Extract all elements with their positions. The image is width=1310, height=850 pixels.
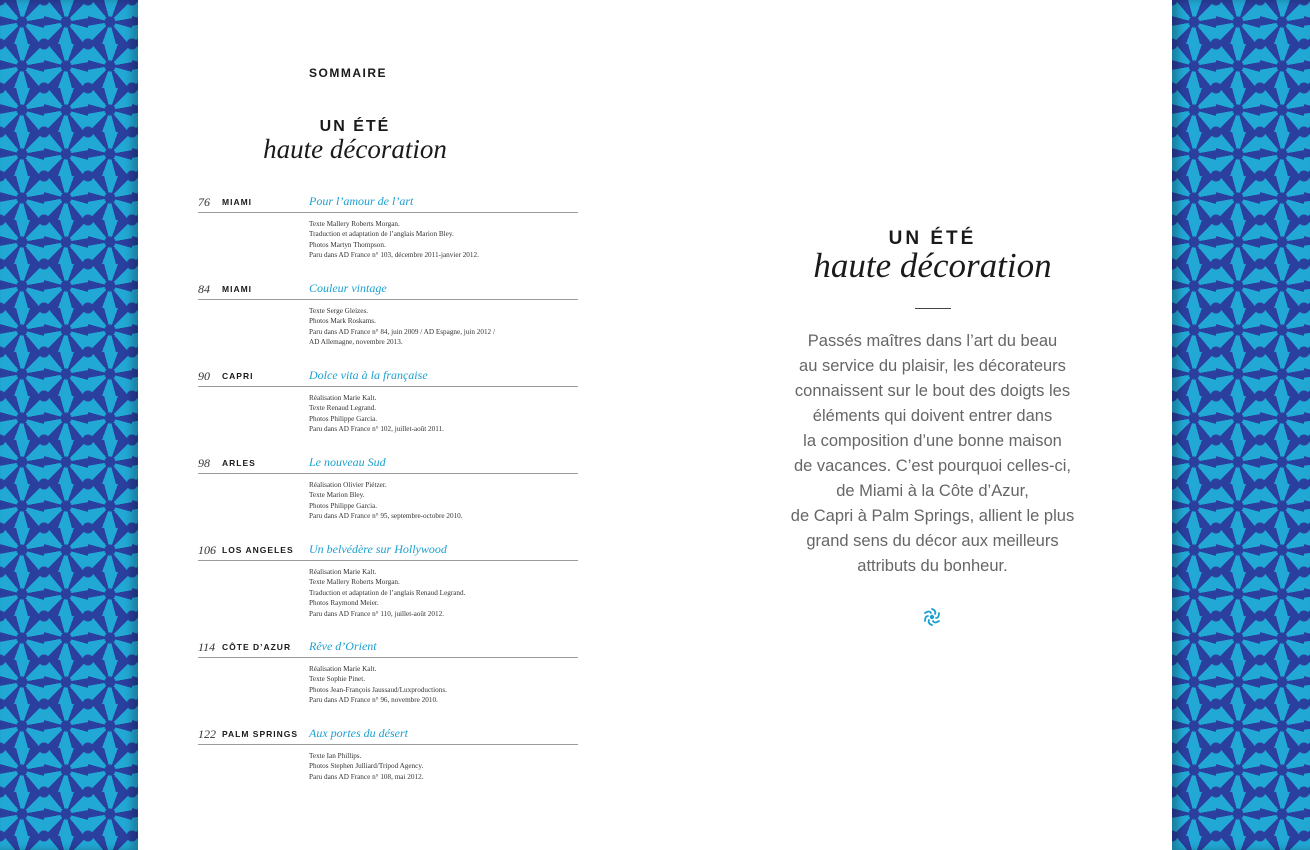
entry-title-link[interactable]: Pour l’amour de l’art <box>309 194 414 208</box>
toc-entry[interactable] <box>198 455 578 522</box>
credit-line: Paru dans AD France n° 84, juin 2009 / AD Espagne, juin 2012 / <box>309 327 495 336</box>
credit-line: Paru dans AD France n° 108, mai 2012. <box>309 772 424 781</box>
credit-line: Paru dans AD France n° 110, juillet-août 2012. <box>309 609 444 618</box>
credit-line: Texte Renaud Legrand. <box>309 404 377 413</box>
entry-page-number: 90 <box>198 369 210 383</box>
entry-page-number: 106 <box>198 543 216 557</box>
entry-place: ARLES <box>222 458 256 468</box>
intro-line: éléments qui doivent entrer dans <box>812 407 1053 425</box>
intro-line: au service du plaisir, les décorateurs <box>799 357 1066 375</box>
credit-line: Texte Marion Bley. <box>309 491 365 500</box>
credit-line: Texte Serge Gleizes. <box>309 307 369 315</box>
intro-line: Passés maîtres dans l’art du beau <box>807 332 1058 350</box>
intro-line: de vacances. C’est pourquoi celles-ci, <box>794 457 1071 475</box>
credit-line: Texte Sophie Pinet. <box>309 675 365 684</box>
intro-line: de Miami à la Côte d’Azur, <box>836 482 1029 500</box>
entry-credits <box>309 567 578 619</box>
toc-entry[interactable] <box>198 639 578 706</box>
left-pattern-border <box>0 0 138 850</box>
entry-page-number: 98 <box>198 456 210 470</box>
toc-entry[interactable] <box>198 542 578 619</box>
intro-line: grand sens du décor aux meilleurs <box>806 532 1059 550</box>
credit-line: Paru dans AD France n° 102, juillet-août 2011. <box>309 425 444 434</box>
credit-line: Photos Philippe Garcia. <box>309 414 378 423</box>
credit-line: Réalisation Olivier Piétzer. <box>309 481 387 489</box>
entry-place: CAPRI <box>222 371 254 381</box>
intro-line: de Capri à Palm Springs, allient le plus <box>790 507 1075 525</box>
credit-line: Photos Mark Roskams. <box>309 317 376 326</box>
toc-title-line1: UN ÉTÉ <box>319 118 391 135</box>
toc-title <box>198 118 512 165</box>
credit-line: Paru dans AD France n° 96, novembre 2010. <box>309 696 438 705</box>
entry-place: LOS ANGELES <box>222 545 294 555</box>
entry-page-number: 114 <box>198 640 216 654</box>
credit-line: Photos Stephen Julliard/Tripod Agency. <box>309 762 424 771</box>
credit-line: Réalisation Marie Kalt. <box>309 568 377 576</box>
toc-title-line2: haute décoration <box>263 134 447 164</box>
entry-credits <box>309 219 578 261</box>
toc-entry[interactable] <box>198 726 578 782</box>
entry-title-link[interactable]: Couleur vintage <box>309 281 387 295</box>
credit-line: Paru dans AD France n° 103, décembre 2011-janvier 2012. <box>309 251 479 260</box>
credit-line: Réalisation Marie Kalt. <box>309 394 377 402</box>
entry-place: CÔTE D’AZUR <box>222 642 292 652</box>
entry-place: PALM SPRINGS <box>222 729 299 739</box>
entry-title-link[interactable]: Un belvédère sur Hollywood <box>309 542 447 556</box>
entry-page-number: 122 <box>198 727 216 741</box>
toc-entry[interactable] <box>198 281 578 348</box>
credit-line: Traduction et adaptation de l’anglais Renaud Legrand. <box>309 588 466 597</box>
credit-line: Photos Raymond Meier. <box>309 599 379 608</box>
credit-line: Traduction et adaptation de l’anglais Marion Bley. <box>309 230 454 239</box>
credit-line: Texte Mallery Roberts Morgan. <box>309 578 400 587</box>
title-divider <box>915 308 951 309</box>
intro-paragraph <box>760 329 1105 579</box>
entry-page-number: 84 <box>198 282 210 296</box>
entry-credits <box>309 306 578 348</box>
entry-title-link[interactable]: Le nouveau Sud <box>309 455 386 469</box>
entry-place: MIAMI <box>222 197 253 207</box>
toc-entry[interactable] <box>198 368 578 435</box>
intro-title-line2: haute décoration <box>813 246 1052 285</box>
credit-line: Photos Philippe Garcia. <box>309 501 378 510</box>
entry-page-number: 76 <box>198 195 210 209</box>
entry-title-link[interactable]: Dolce vita à la française <box>309 368 428 382</box>
credit-line: Réalisation Marie Kalt. <box>309 665 377 673</box>
credit-line: Photos Jean-François Jaussaud/Luxproductions. <box>309 685 447 694</box>
credit-line: AD Allemagne, novembre 2013. <box>309 338 403 347</box>
entry-place: MIAMI <box>222 284 253 294</box>
intro-line: attributs du bonheur. <box>857 557 1008 575</box>
entry-credits <box>309 664 578 706</box>
credit-line: Texte Mallery Roberts Morgan. <box>309 220 400 228</box>
intro-title <box>760 228 1105 286</box>
credit-line: Photos Martyn Thompson. <box>309 240 386 249</box>
sun-ornament-icon <box>920 605 944 629</box>
intro-line: la composition d’une bonne maison <box>803 432 1062 450</box>
intro-line: connaissent sur le bout des doigts les <box>794 382 1071 400</box>
entry-credits <box>309 393 578 435</box>
intro-title-line1: UN ÉTÉ <box>888 228 977 249</box>
credit-line: Texte Ian Phillips. <box>309 752 362 760</box>
credit-line: Paru dans AD France n° 95, septembre-octobre 2010. <box>309 512 463 521</box>
right-pattern-border <box>1172 0 1310 850</box>
entry-title-link[interactable]: Aux portes du désert <box>309 726 408 740</box>
entry-credits <box>309 480 578 522</box>
entry-credits <box>309 751 578 782</box>
toc-entry[interactable] <box>198 194 578 261</box>
entry-title-link[interactable]: Rêve d’Orient <box>309 639 377 653</box>
toc-heading: SOMMAIRE <box>309 66 387 80</box>
